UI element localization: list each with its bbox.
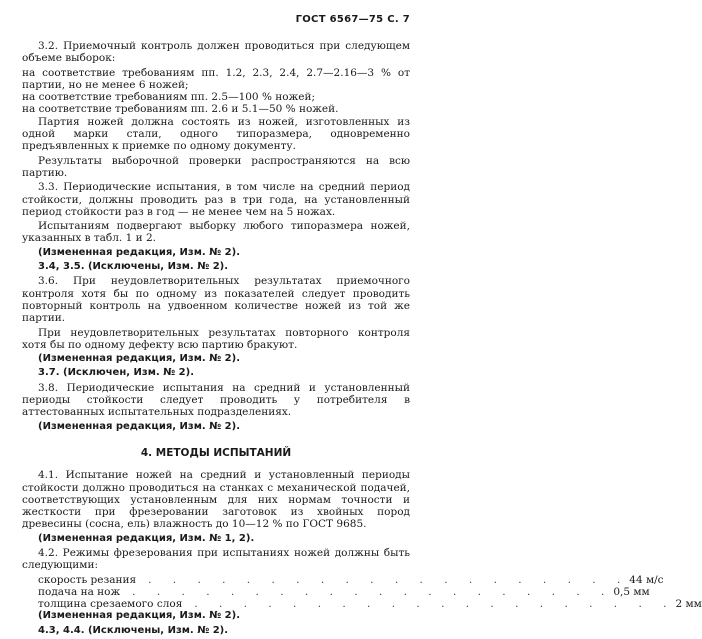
paragraph: 3.6. При неудовлетворительных результатах приемочного контроля хотя бы по одному из показателей следует проводить повторный контроль на удвоенном количестве ножей из той же партии.	[22, 275, 410, 325]
parameter-row	[22, 573, 664, 586]
amendment-note: (Измененная редакция, Изм. № 2).	[38, 353, 241, 365]
amendment-note: 3.4, 3.5. (Исключены, Изм. № 2).	[38, 261, 229, 273]
paragraph: Испытаниям подвергают выборку любого типоразмера ножей, указанных в табл. 1 и 2.	[22, 220, 410, 245]
leader-dots: . . . . . . . . . . . . . . . . . . . .	[132, 585, 614, 598]
amendment-note: (Измененная редакция, Изм. № 1, 2).	[38, 532, 255, 544]
parameter-label: скорость резания	[38, 573, 137, 586]
paragraph: 4.2. Режимы фрезерования при испытаниях ножей должны быть следующими:	[22, 546, 410, 572]
page-header: ГОСТ 6567—75 С. 7	[295, 14, 410, 25]
paragraph-line: на соответствие требованиям пп. 1.2, 2.3, 2.4, 2.7—2.16—3 % от партии, но не менее 6 ножей;	[22, 66, 410, 91]
paragraph: 3.8. Периодические испытания на средний и установленный периоды стойкости следует проводить у потребителя в аттестованных испытательных подразделениях.	[22, 381, 410, 419]
parameter-row	[22, 598, 702, 611]
parameter-row	[22, 585, 650, 598]
paragraph: Партия ножей должна состоять из ножей, изготовленных из одной марки стали, одного типоразмера, одновременно предъявленных к приемке по одному документу.	[22, 115, 410, 153]
parameter-value: 44 м/с	[629, 573, 664, 586]
paragraph-line: на соответствие требованиям пп. 2.6 и 5.1—50 % ножей.	[22, 103, 339, 116]
parameter-value: 2 мм	[675, 598, 702, 611]
parameter-label: подача на нож	[38, 585, 121, 598]
paragraph: 3.3. Периодические испытания, в том числе на средний период стойкости, должны проводить раз в три года, на установленный период стойкости раз в год — не менее чем на 5 ножах.	[22, 181, 410, 218]
section-heading: 4. МЕТОДЫ ИСПЫТАНИЙ	[140, 446, 292, 459]
paragraph: Результаты выборочной проверки распространяются на всю партию.	[22, 154, 410, 179]
amendment-note: 4.3, 4.4. (Исключены, Изм. № 2).	[38, 624, 229, 636]
paragraph-line: на соответствие требованиям пп. 2.5—100 % ножей;	[22, 91, 315, 104]
leader-dots: . . . . . . . . . . . . . . . . . . . .	[194, 598, 676, 611]
document-body	[22, 40, 702, 639]
amendment-note: (Измененная редакция, Изм. № 2).	[38, 246, 241, 258]
amendment-note: 3.7. (Исключен, Изм. № 2).	[38, 367, 195, 379]
paragraph: При неудовлетворительных результатах повторного контроля хотя бы по одному дефекту всю партию бракуют.	[22, 326, 410, 351]
parameter-label: толщина срезаемого слоя	[38, 598, 183, 611]
amendment-note: (Измененная редакция, Изм. № 2).	[38, 610, 241, 622]
leader-dots: . . . . . . . . . . . . . . . . . . . .	[148, 573, 630, 586]
parameter-value: 0,5 мм	[613, 585, 650, 598]
amendment-note: (Измененная редакция, Изм. № 2).	[38, 420, 241, 432]
paragraph: 3.2. Приемочный контроль должен проводиться при следующем объеме выборок:	[22, 40, 410, 65]
paragraph: 4.1. Испытание ножей на средний и установленный периоды стойкости должно проводиться на станках с механической подачей, соответствующих установленным для них нормам точности и жесткости при фрезеровании заготовок из хвойных пород древесины (сосна, ель) влажность до 10—12 % по ГОСТ 9685.	[22, 469, 410, 531]
